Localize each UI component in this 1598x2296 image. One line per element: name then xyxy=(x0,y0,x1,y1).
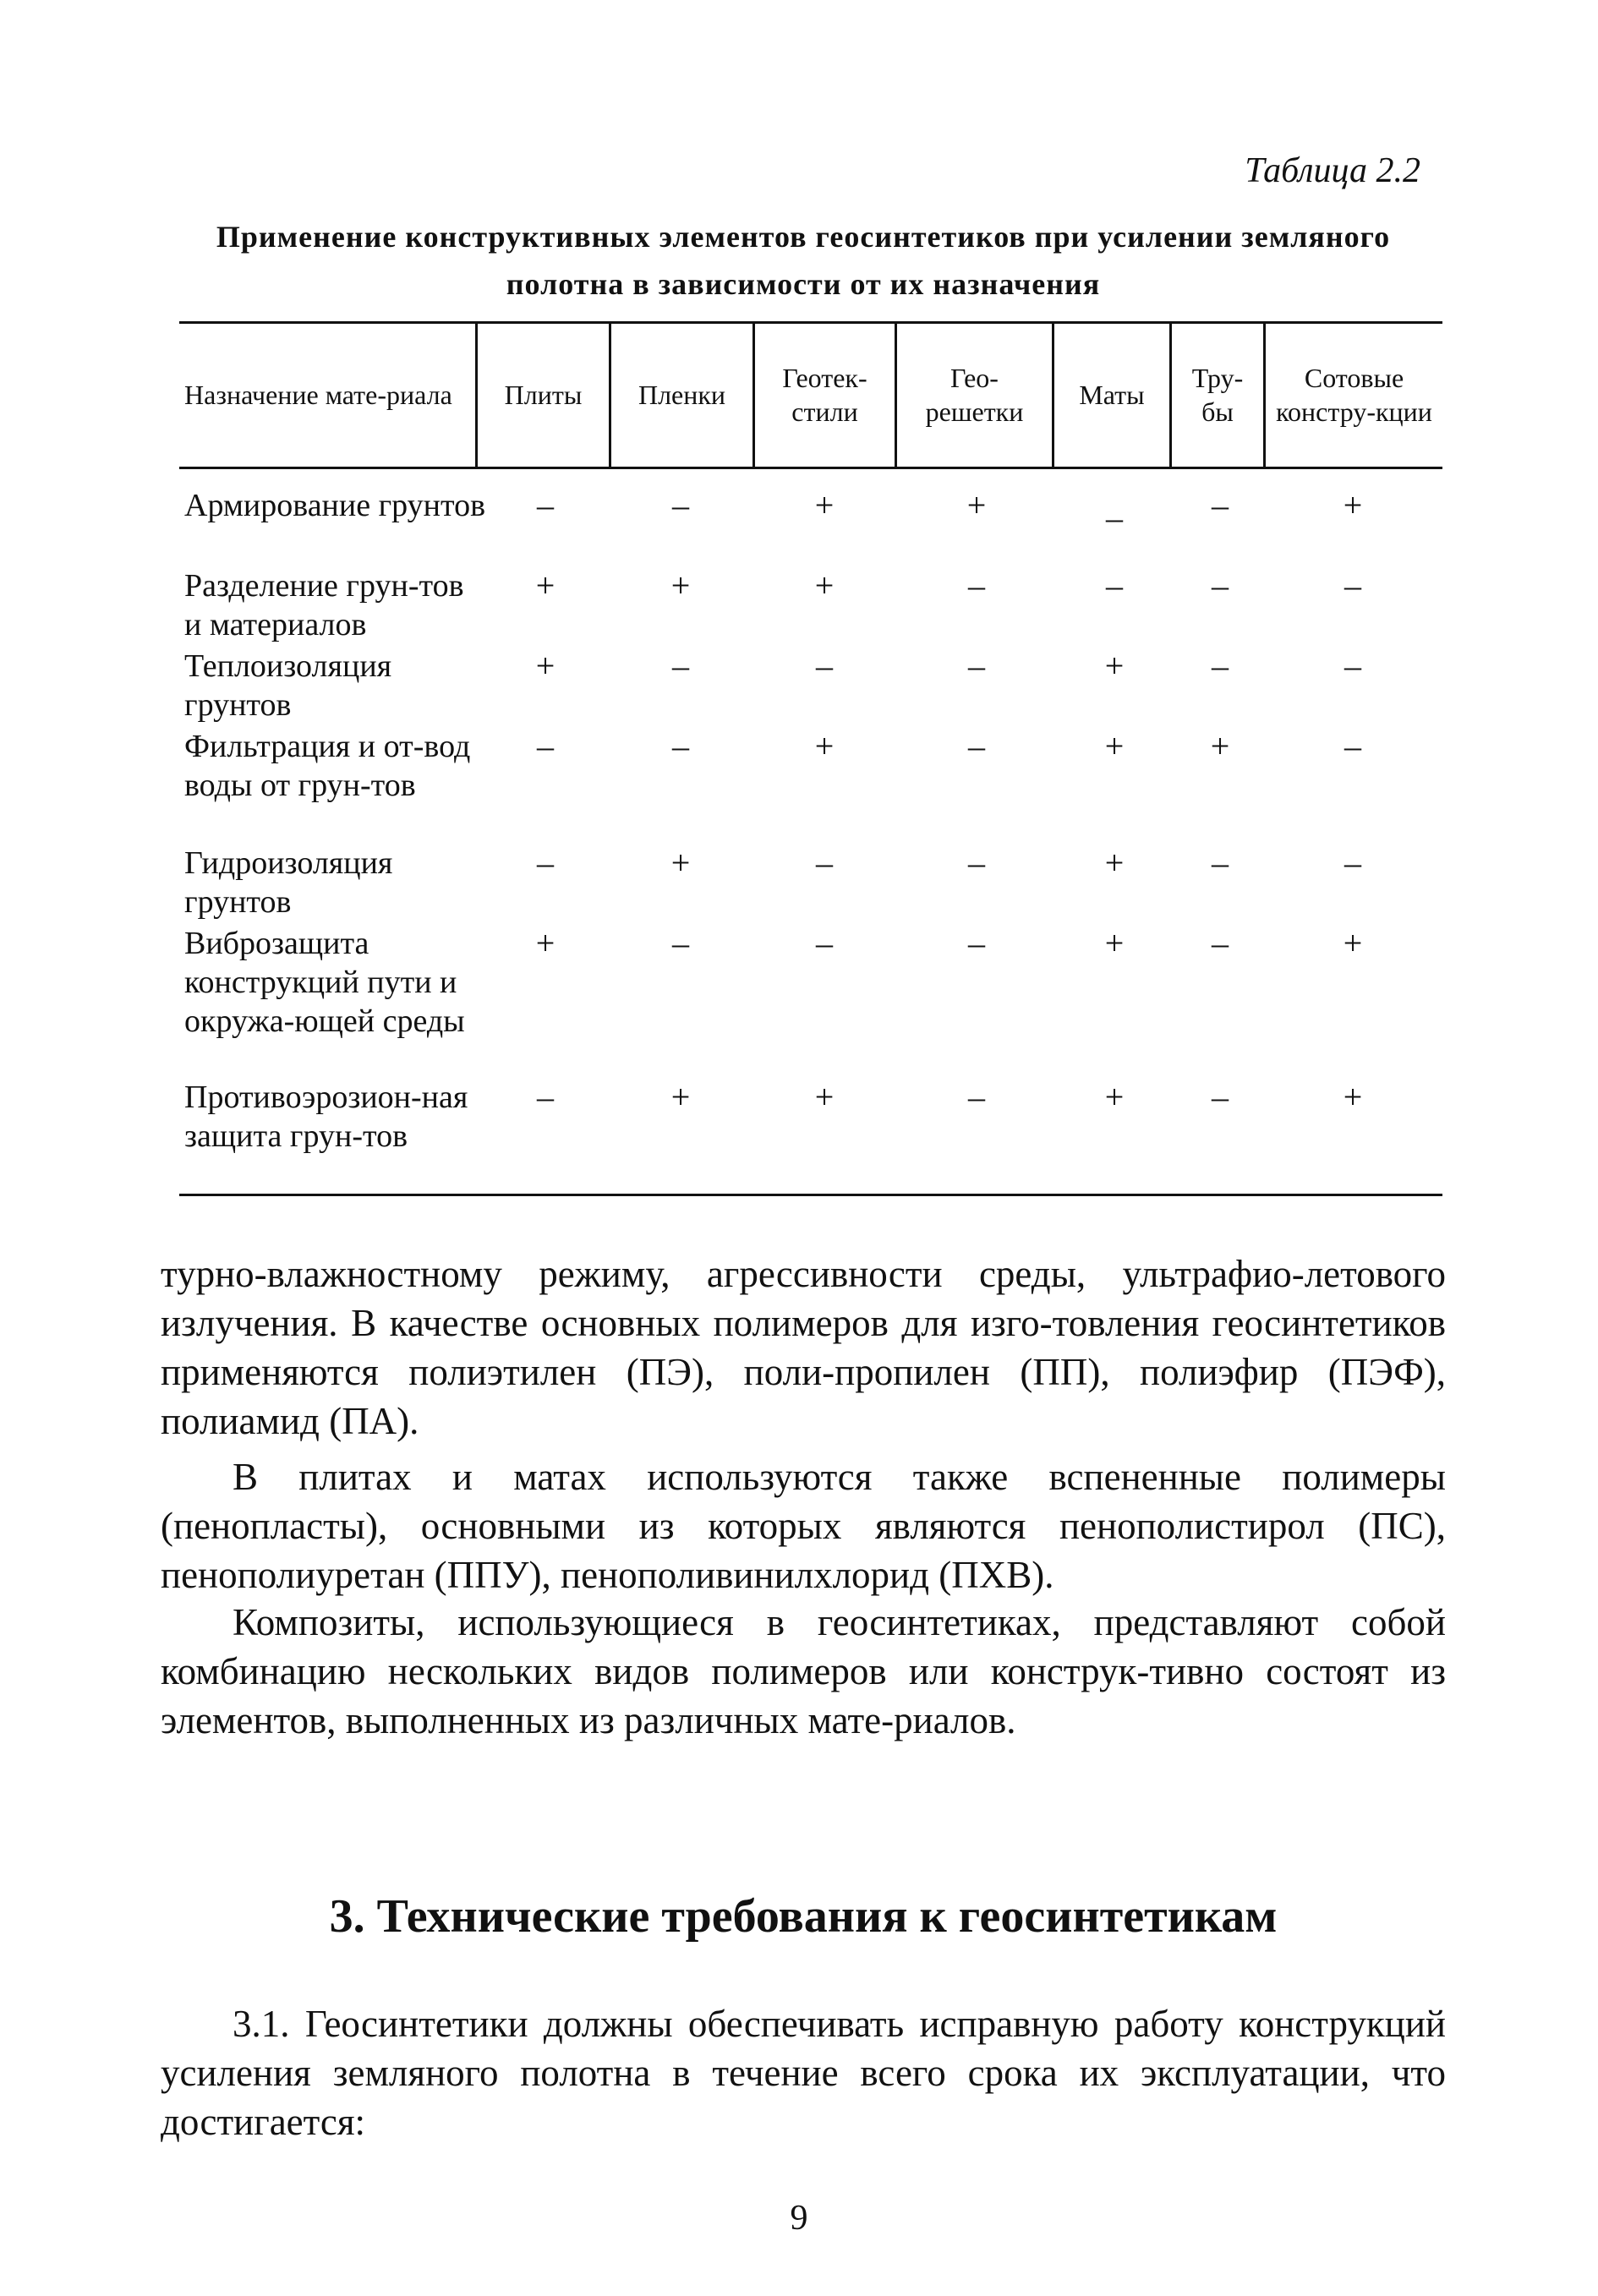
table-cell: – xyxy=(968,647,985,685)
row-label: Противоэрозион-ная защита грун-тов xyxy=(184,1080,468,1154)
column-header-geogrids: Гео-решетки xyxy=(925,363,1024,427)
table-cell: + xyxy=(1104,647,1125,685)
table-cell: – xyxy=(968,727,985,765)
table-cell: + xyxy=(1104,844,1125,882)
table-cell: – xyxy=(1344,647,1361,685)
table-cell: + xyxy=(670,566,691,604)
table-cell: + xyxy=(1343,924,1363,962)
table-cell: – xyxy=(672,727,689,765)
body-paragraph: турно-влажностному режиму, агрессивности среды, ультрафио-летового излучения. В качестве основных полимеров для изго-товления геосинтетиков применяются полиэтилен (ПЭ), поли-пропилен (ПП), полиэфир (ПЭФ), полиамид (ПА). xyxy=(161,1253,1446,1442)
table-cell: – xyxy=(537,486,554,524)
table-cell: – xyxy=(1212,647,1229,685)
section-paragraph: 3.1. Геосинтетики должны обеспечивать исправную работу конструкций усиления земляного полотна в течение всего срока их эксплуатации, что достигается: xyxy=(161,2003,1446,2143)
row-label: Армирование грунтов xyxy=(184,488,486,523)
table-title: Применение конструктивных элементов геосинтетиков при усилении земляного полотна в зависимости от их назначения xyxy=(216,220,1391,301)
column-header-pipes: Тру-бы xyxy=(1191,363,1244,427)
table-cell: – xyxy=(816,924,833,962)
table-cell: – xyxy=(1344,727,1361,765)
table-cell: – xyxy=(1212,924,1229,962)
column-header-purpose: Назначение мате-риала xyxy=(184,380,452,410)
table-cell: – xyxy=(1344,844,1361,882)
page-number: 9 xyxy=(790,2199,808,2238)
table-cell: – xyxy=(1212,486,1229,524)
table-cell: – xyxy=(672,924,689,962)
column-header-plates: Плиты xyxy=(504,380,583,410)
table-cell: – xyxy=(968,1078,985,1116)
table-cell: + xyxy=(535,924,555,962)
table-cell: + xyxy=(814,486,835,524)
table-cell: – xyxy=(968,566,985,604)
column-header-films: Пленки xyxy=(638,380,726,410)
table-cell: – xyxy=(672,647,689,685)
column-header-geotextiles: Геотек-стили xyxy=(782,363,867,427)
table-cell: + xyxy=(1210,727,1230,765)
table-caption: Таблица 2.2 xyxy=(1245,151,1420,190)
table-cell: – xyxy=(537,844,554,882)
table-cell: – xyxy=(1106,499,1123,537)
table-cell: + xyxy=(1104,924,1125,962)
table-cell: – xyxy=(1212,566,1229,604)
body-paragraph: В плитах и матах используются также вспененные полимеры (пенопласты), основными из которых являются пенополистирол (ПС), пенополиуретан (ППУ), пенополивинилхлорид (ПХВ). xyxy=(161,1456,1446,1596)
table-cell: – xyxy=(1212,844,1229,882)
table-cell: – xyxy=(968,924,985,962)
table-cell: + xyxy=(1343,486,1363,524)
table-cell: + xyxy=(670,1078,691,1116)
table-cell: + xyxy=(1343,1078,1363,1116)
table-cell: – xyxy=(537,1078,554,1116)
table-cell: + xyxy=(814,1078,835,1116)
row-label: Фильтрация и от-вод воды от грун-тов xyxy=(184,729,471,803)
column-header-mats: Маты xyxy=(1079,380,1145,410)
table-cell: – xyxy=(1212,1078,1229,1116)
row-label: Разделение грун-тов и материалов xyxy=(184,568,464,642)
section-heading: 3. Технические требования к геосинтетикам xyxy=(329,1890,1278,1943)
table-cell: + xyxy=(814,727,835,765)
table-cell: – xyxy=(1344,566,1361,604)
row-label: Виброзащита конструкций пути и окружа-ющей среды xyxy=(184,926,465,1039)
table-cell: – xyxy=(968,844,985,882)
row-label: Гидроизоляция грунтов xyxy=(184,845,393,920)
table-cell: + xyxy=(1104,727,1125,765)
table-cell: – xyxy=(672,486,689,524)
column-header-honeycomb: Сотовые констру-кции xyxy=(1276,363,1432,427)
table-cell: – xyxy=(816,647,833,685)
table-cell: + xyxy=(1104,1078,1125,1116)
table-cell: – xyxy=(537,727,554,765)
row-label: Теплоизоляция грунтов xyxy=(184,648,392,723)
table-cell: + xyxy=(535,566,555,604)
table-cell: + xyxy=(670,844,691,882)
table-header-rule xyxy=(179,467,1442,469)
table-cell: + xyxy=(966,486,987,524)
table-cell: + xyxy=(814,566,835,604)
table-cell: – xyxy=(1106,566,1123,604)
table-cell: – xyxy=(816,844,833,882)
table-bottom-rule xyxy=(179,1194,1442,1196)
body-paragraph: Композиты, использующиеся в геосинтетиках, представляют собой комбинацию нескольких видов полимеров или конструк-тивно состоят из элементов, выполненных из различных мате-риалов. xyxy=(161,1601,1446,1741)
table-cell: + xyxy=(535,647,555,685)
